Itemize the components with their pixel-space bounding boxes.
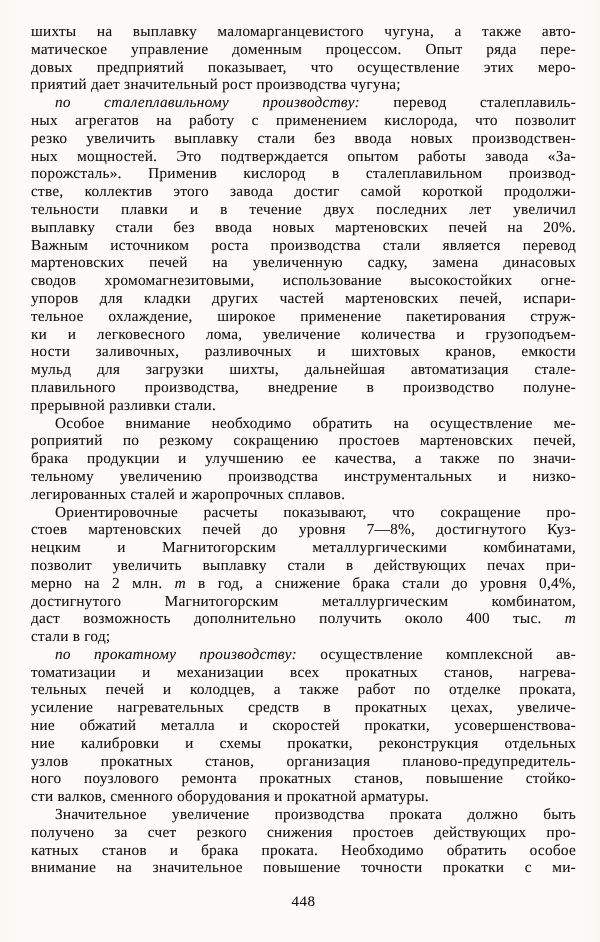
text-line xyxy=(31,557,576,575)
text-line xyxy=(31,237,576,255)
text-line xyxy=(31,521,576,539)
text-line xyxy=(31,76,576,94)
text-segment: узлов прокатных станов, организация планово-предупредитель- xyxy=(31,752,576,770)
text-line xyxy=(31,165,576,183)
text-segment: достигнутого Магнитогорским металлургическим комбинатом, xyxy=(31,592,576,610)
text-segment: усиление нагревательных средств в прокатных цехах, увеличе- xyxy=(31,699,576,717)
text-line xyxy=(31,183,576,201)
text-line xyxy=(31,717,576,735)
text-segment: сводов хромомагнезитовыми, использование высокостойких огне- xyxy=(31,272,576,290)
text-segment: получено за счет резкого снижения простоев действующих про- xyxy=(31,823,576,841)
text-segment: позволит увеличить выплавку стали в действующих печах при- xyxy=(31,556,576,574)
text-segment: ки и легковесного лома, увеличение количества и грузоподъем- xyxy=(31,325,576,343)
text-line xyxy=(31,308,576,326)
italic-text-segment: по прокатному производству: xyxy=(55,645,297,663)
text-segment: ных мощностей. Это подтверждается опытом работы завода «За- xyxy=(31,147,576,165)
text-line xyxy=(31,699,576,717)
text-line xyxy=(31,432,576,450)
text-segment: резко увеличить выплавку стали без ввода новых производствен- xyxy=(31,129,576,147)
text-line xyxy=(31,628,576,646)
text-segment: Ориентировочные расчеты показывают, что сокращение про- xyxy=(55,503,576,521)
text-line xyxy=(31,824,576,842)
text-segment: роприятий по резкому сокращению простоев мартеновских печей, xyxy=(31,432,576,450)
text-line xyxy=(31,397,576,415)
page-number: 448 xyxy=(291,894,316,910)
text-segment: перевод сталеплавиль- xyxy=(359,94,576,112)
text-line xyxy=(31,486,576,504)
text-line xyxy=(31,112,576,130)
text-segment: Значительное увеличение производства проката должно быть xyxy=(55,806,576,824)
text-segment: брака продукции и улучшению ее качества, а также по значи- xyxy=(31,450,576,468)
text-line xyxy=(31,326,576,344)
text-line xyxy=(31,770,576,788)
text-line xyxy=(31,504,576,522)
text-line xyxy=(31,343,576,361)
text-line xyxy=(31,379,576,397)
text-line xyxy=(31,59,576,77)
text-line xyxy=(31,254,576,272)
text-line xyxy=(31,94,576,112)
text-line xyxy=(31,361,576,379)
text-segment: ности заливочных, разливочных и шихтовых кранов, емкости xyxy=(31,343,576,361)
italic-text-segment: т xyxy=(564,610,576,628)
text-line xyxy=(31,646,576,664)
text-segment: нецким и Магнитогорским металлургическими комбинатами, xyxy=(31,539,576,557)
text-segment: шихты на выплавку маломарганцевистого чугуна, а также авто- xyxy=(31,23,576,40)
text-line xyxy=(31,664,576,682)
text-segment: мартеновских печей на увеличенную садку, замена динасовых xyxy=(31,254,576,272)
text-line xyxy=(31,788,576,806)
text-line xyxy=(31,41,576,59)
text-segment: внимание на значительное повышение точности прокатки с ми- xyxy=(31,859,576,877)
italic-text-segment: по сталеплавильному производству: xyxy=(55,94,360,112)
text-line xyxy=(31,130,576,148)
text-line xyxy=(31,272,576,290)
text-segment: катных станов и брака проката. Необходимо обратить особое xyxy=(31,841,576,859)
text-segment: порожсталь». Применив кислород в сталеплавильном производ- xyxy=(31,165,576,183)
text-line xyxy=(31,415,576,433)
text-segment: Важным источником роста производства стали является перевод xyxy=(31,236,576,254)
text-segment: даст возможность дополнительно получить около 400 тыс. xyxy=(31,610,565,628)
text-line xyxy=(31,201,576,219)
text-segment: легированных сталей и жаропрочных сплавов. xyxy=(31,485,346,503)
text-segment: ного поузлового ремонта прокатных станов, повышение стойко- xyxy=(31,770,576,788)
text-line xyxy=(31,575,576,593)
text-segment: довых предприятий показывает, что осуществление этих меро- xyxy=(31,58,576,76)
text-segment: ных агрегатов на работу с применением кислорода, что позволит xyxy=(31,111,576,129)
text-segment: тельных печей и колодцев, а также работ по отделке проката, xyxy=(31,681,576,699)
text-segment: тельному увеличению производства инструментальных и низко- xyxy=(31,467,576,485)
text-line xyxy=(31,593,576,611)
text-line xyxy=(31,735,576,753)
text-segment: тельности плавки и в течение двух последних лет увеличил xyxy=(31,200,576,218)
text-segment: приятий дает значительный рост производства чугуна; xyxy=(31,76,401,94)
text-line xyxy=(31,148,576,166)
text-segment: стве, коллектив этого завода достиг самой короткой продолжи- xyxy=(31,183,576,201)
text-segment: ние калибровки и схемы прокатки, реконструкция отдельных xyxy=(31,734,576,752)
text-segment: выплавку стали без ввода новых мартеновских печей на 20%. xyxy=(31,218,576,236)
text-line xyxy=(31,610,576,628)
text-line xyxy=(31,219,576,237)
text-segment: прерывной разливки стали. xyxy=(31,396,217,414)
text-segment: стоев мартеновских печей до уровня 7—8%, достигнутого Куз- xyxy=(31,521,576,539)
text-segment: стали в год; xyxy=(31,628,111,646)
text-segment: упоров для кладки других частей мартеновских печей, испари- xyxy=(31,289,576,307)
text-segment: ние обжатий металла и скоростей прокатки, усовершенствова- xyxy=(31,717,576,735)
text-line xyxy=(31,842,576,860)
text-block xyxy=(31,23,576,877)
text-segment: матическое управление доменным процессом. Опыт ряда пере- xyxy=(31,40,576,58)
text-segment: осуществление комплексной ав- xyxy=(296,645,576,663)
text-segment: тельное охлаждение, широкое применение пакетирования струж- xyxy=(31,307,576,325)
text-segment: в год, а снижение брака стали до уровня 0,4%, xyxy=(185,574,576,592)
text-segment: мерно на 2 млн. xyxy=(31,574,175,592)
italic-text-segment: т xyxy=(174,574,186,592)
text-segment: мульд для загрузки шихты, дальнейшая автоматизация стале- xyxy=(31,361,576,379)
text-segment: Особое внимание необходимо обратить на осуществление ме- xyxy=(55,414,576,432)
text-segment: томатизации и механизации всех прокатных станов, нагрева- xyxy=(31,663,576,681)
text-line xyxy=(31,23,576,41)
text-line xyxy=(31,753,576,771)
text-segment: плавильного производства, внедрение в производство полуне- xyxy=(31,378,576,396)
text-line xyxy=(31,539,576,557)
text-line xyxy=(31,468,576,486)
text-line xyxy=(31,681,576,699)
text-line xyxy=(31,290,576,308)
text-segment: сти валков, сменного оборудования и прокатной арматуры. xyxy=(31,788,429,806)
text-line xyxy=(31,450,576,468)
text-line xyxy=(31,859,576,877)
text-line xyxy=(31,806,576,824)
